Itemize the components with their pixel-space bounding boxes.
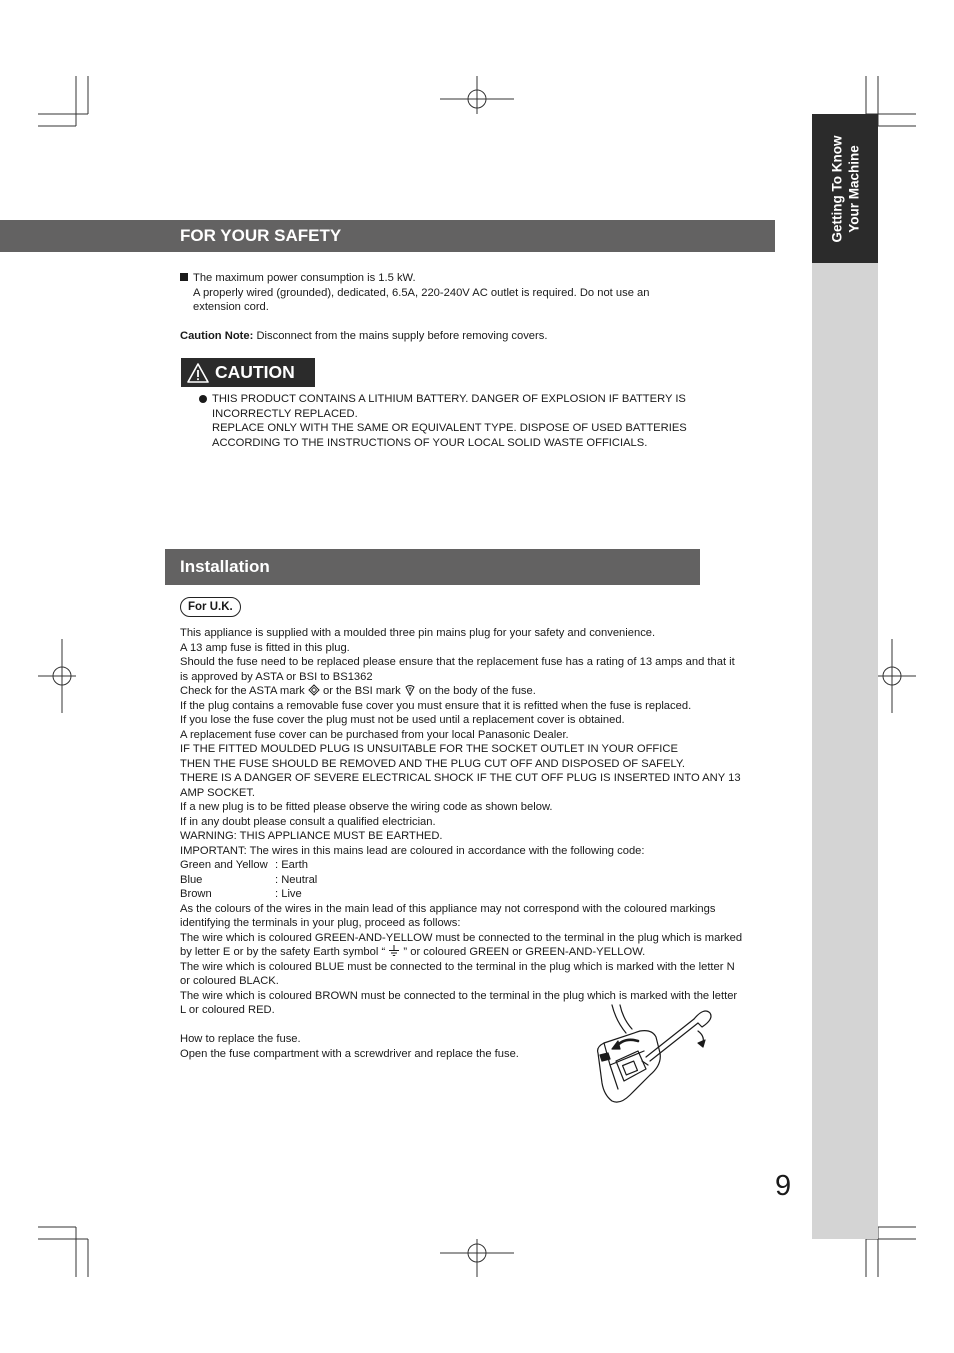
bsi-kitemark-icon: [404, 684, 416, 696]
installation-body: [180, 626, 780, 1061]
caution-note-text: Disconnect from the mains supply before removing covers.: [253, 330, 548, 342]
warning-triangle-icon: [187, 363, 209, 383]
body-line: Should the fuse need to be replaced please ensure that the replacement fuse has a rating of 13 amps and that it: [180, 656, 735, 668]
caution-label: CAUTION: [215, 362, 295, 382]
wire-role: : Earth: [275, 859, 308, 871]
body-line: THEN THE FUSE SHOULD BE REMOVED AND THE PLUG CUT OFF AND DISPOSED OF SAFELY.: [180, 757, 685, 770]
body-line: identifying the terminals in your plug, proceed as follows:: [180, 917, 461, 929]
side-tab-line2: Your Machine: [846, 144, 862, 233]
earth-line: [180, 945, 780, 960]
side-tab-line1: Getting To Know: [829, 135, 845, 242]
wire-color: Green and Yellow: [180, 859, 268, 871]
wire-role: : Live: [275, 888, 302, 900]
body-line: IMPORTANT: The wires in this mains lead are coloured in accordance with the following code:: [180, 844, 645, 857]
body-line: If the plug contains a removable fuse cover you must ensure that it is refitted when the fuse is replaced.: [180, 699, 692, 712]
power-note: [180, 271, 740, 315]
earth-post: ” or coloured GREEN or GREEN-AND-YELLOW.: [400, 946, 646, 958]
body-line: The wire which is coloured BLUE must be connected to the terminal in the plug which is marked with the letter N: [180, 960, 735, 973]
body-line: A replacement fuse cover can be purchased from your local Panasonic Dealer.: [180, 728, 569, 741]
body-line: The wire which is coloured GREEN-AND-YELLOW must be connected to the terminal in the plug which is marked: [180, 931, 743, 944]
body-line: If in any doubt please consult a qualified electrician.: [180, 815, 436, 828]
safety-heading: [0, 220, 775, 252]
wire-color: Blue: [180, 873, 203, 886]
wire-row: [180, 873, 780, 888]
page-number: 9: [775, 1170, 792, 1202]
asta-bsi-line: [180, 684, 780, 699]
body-line: WARNING: THIS APPLIANCE MUST BE EARTHED.: [180, 830, 443, 842]
side-tab-label: [812, 114, 878, 263]
body-line: How to replace the fuse.: [180, 1033, 301, 1045]
safety-heading-text: FOR YOUR SAFETY: [180, 226, 342, 245]
body-line: A 13 amp fuse is fitted in this plug.: [180, 641, 350, 654]
caution-text: [199, 392, 759, 450]
caution-line: INCORRECTLY REPLACED.: [212, 407, 358, 420]
wire-color: Brown: [180, 888, 212, 900]
power-line1: The maximum power consumption is 1.5 kW.: [193, 272, 416, 284]
installation-heading: [165, 549, 700, 585]
body-line: This appliance is supplied with a moulded three pin mains plug for your safety and convenience.: [180, 627, 656, 639]
caution-note: [180, 329, 547, 344]
for-uk-label: For U.K.: [180, 597, 241, 617]
body-line: THERE IS A DANGER OF SEVERE ELECTRICAL SHOCK IF THE CUT OFF PLUG IS INSERTED INTO ANY 13: [180, 772, 741, 784]
check-post: on the body of the fuse.: [415, 685, 536, 697]
wire-row: [180, 858, 780, 873]
body-line: or coloured BLACK.: [180, 975, 279, 987]
caution-note-label: Caution Note:: [180, 330, 254, 342]
body-line: is approved by ASTA or BSI to BS1362: [180, 670, 373, 683]
plug-fuse-illustration: [590, 1003, 720, 1108]
asta-mark-icon: [308, 684, 320, 696]
square-bullet-icon: [180, 273, 188, 281]
installation-heading-text: Installation: [180, 557, 270, 576]
power-line3: extension cord.: [193, 301, 269, 313]
body-line: Open the fuse compartment with a screwdriver and replace the fuse.: [180, 1047, 519, 1060]
side-tab-background: [812, 114, 878, 1239]
body-line: AMP SOCKET.: [180, 786, 256, 799]
power-line2: A properly wired (grounded), dedicated, 6.5A, 220-240V AC outlet is required. Do not use an: [193, 286, 650, 299]
asta-pre: Check for the ASTA mark: [180, 685, 308, 697]
body-line: L or coloured RED.: [180, 1004, 275, 1016]
caution-badge: [181, 358, 315, 387]
caution-line: THIS PRODUCT CONTAINS A LITHIUM BATTERY. DANGER OF EXPLOSION IF BATTERY IS: [212, 393, 686, 405]
wire-row: [180, 887, 780, 902]
body-line: As the colours of the wires in the main lead of this appliance may not correspond with the coloured markings: [180, 902, 716, 915]
earth-symbol-icon: [388, 945, 400, 957]
body-line: If a new plug is to be fitted please observe the wiring code as shown below.: [180, 801, 553, 813]
bsi-mid: or the BSI mark: [319, 685, 404, 697]
earth-pre: by letter E or by the safety Earth symbol “: [180, 946, 389, 958]
body-line: The wire which is coloured BROWN must be connected to the terminal in the plug which is marked with the letter: [180, 989, 738, 1002]
wire-role: : Neutral: [275, 873, 318, 886]
caution-line: REPLACE ONLY WITH THE SAME OR EQUIVALENT TYPE. DISPOSE OF USED BATTERIES: [212, 422, 687, 434]
round-bullet-icon: [199, 395, 207, 403]
caution-line: ACCORDING TO THE INSTRUCTIONS OF YOUR LOCAL SOLID WASTE OFFICIALS.: [212, 436, 648, 449]
body-line: IF THE FITTED MOULDED PLUG IS UNSUITABLE FOR THE SOCKET OUTLET IN YOUR OFFICE: [180, 743, 678, 755]
body-line: If you lose the fuse cover the plug must not be used until a replacement cover is obtained.: [180, 714, 625, 726]
